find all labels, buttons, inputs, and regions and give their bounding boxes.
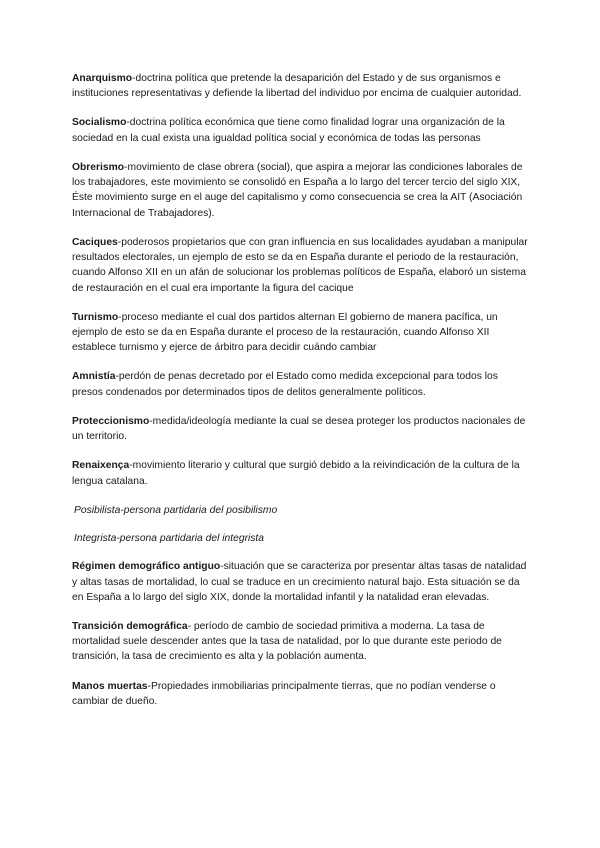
entry-integrista: Integrista-persona partidaria del integrista bbox=[74, 532, 265, 544]
definition: -movimiento literario y cultural que surgió debido a la reivindicación de la cultura de la lengua catalana. bbox=[72, 460, 520, 487]
definition: -movimiento de clase obrera (social), que aspira a mejorar las condiciones laborales de los trabajadores, este movimiento se consolidó en España a lo largo del tercer tercio del siglo XIX, Éste movimiento surge en el auge del capitalismo y como consecuencia se crea la AIT (Asociación Internacional de Trabajadores). bbox=[72, 161, 523, 219]
entry-obrerismo bbox=[72, 160, 530, 221]
entry-turnismo bbox=[72, 310, 530, 356]
entry-proteccionismo bbox=[72, 414, 530, 445]
term: Amnistía bbox=[72, 371, 116, 383]
entry-regimen-demografico-antiguo bbox=[72, 559, 530, 605]
definition: -poderosos propietarios que con gran influencia en sus localidades ayudaban a manipular resultados electorales, un ejemplo de esto se da en España durante el periodo de la restauración, cuando Alfonso XII en un afán de solucionar los problemas políticos de España, elaboró un sistema de restauración en el cual era importante la figura del cacique bbox=[72, 236, 528, 294]
term: Transición demográfica bbox=[72, 620, 188, 632]
definition: -perdón de penas decretado por el Estado como medida excepcional para todos los presos condenados por determinados tipos de delitos generalmente políticos. bbox=[72, 371, 498, 398]
definition: -situación que se caracteriza por presentar altas tasas de natalidad y altas tasas de mortalidad, lo cual se traduce en un crecimiento natural bajo. Esta situación se da en España a lo largo del siglo XIX, donde la mortalidad infantil y la natalidad eran elevadas. bbox=[72, 561, 527, 603]
definition: - período de cambio de sociedad primitiva a moderna. La tasa de mortalidad suele descender antes que la tasa de natalidad, por lo que durante este periodo de transición, la tasa de crecimiento es alta y la población aumenta. bbox=[72, 620, 502, 663]
entry-anarquismo bbox=[72, 71, 530, 102]
definition: -Propiedades inmobiliarias principalmente tierras, que no podían venderse o cambiar de dueño. bbox=[72, 680, 496, 707]
term: Turnismo bbox=[72, 311, 119, 323]
entry-amnistia bbox=[72, 369, 530, 400]
term: Manos muertas bbox=[72, 680, 148, 692]
entry-manos-muertas bbox=[72, 679, 530, 710]
term: Caciques bbox=[72, 236, 118, 248]
definition: -medida/ideología mediante la cual se desea proteger los productos nacionales de un territorio. bbox=[72, 415, 526, 443]
term: Anarquismo bbox=[72, 73, 133, 84]
entry-transicion-demografica bbox=[72, 619, 530, 665]
term: Régimen demográfico antiguo bbox=[72, 561, 221, 573]
entry-caciques bbox=[72, 235, 530, 296]
term: Socialismo bbox=[72, 117, 127, 129]
definition: -doctrina política económica que tiene como finalidad lograr una organización de la sociedad en la cual exista una igualdad política social y económica de todas las personas bbox=[72, 117, 505, 144]
definition: -doctrina política que pretende la desaparición del Estado y de sus organismos e instituciones representativas y defiende la libertad del individuo por encima de cualquier autoridad. bbox=[72, 73, 522, 100]
entry-posibilista: Posibilista-persona partidaria del posibilismo bbox=[74, 504, 278, 516]
term: Obrerismo bbox=[72, 161, 125, 173]
definition: -proceso mediante el cual dos partidos alternan El gobierno de manera pacífica, un ejemplo de esto se da en España durante el proceso de la restauración, cuando Alfonso XII establece turnismo y ejerce de árbitro para decidir cuándo cambiar bbox=[72, 311, 498, 354]
entry-renaixenca bbox=[72, 458, 530, 489]
term: Renaixença bbox=[72, 460, 130, 472]
entry-socialismo bbox=[72, 115, 530, 146]
term: Proteccionismo bbox=[72, 415, 150, 427]
